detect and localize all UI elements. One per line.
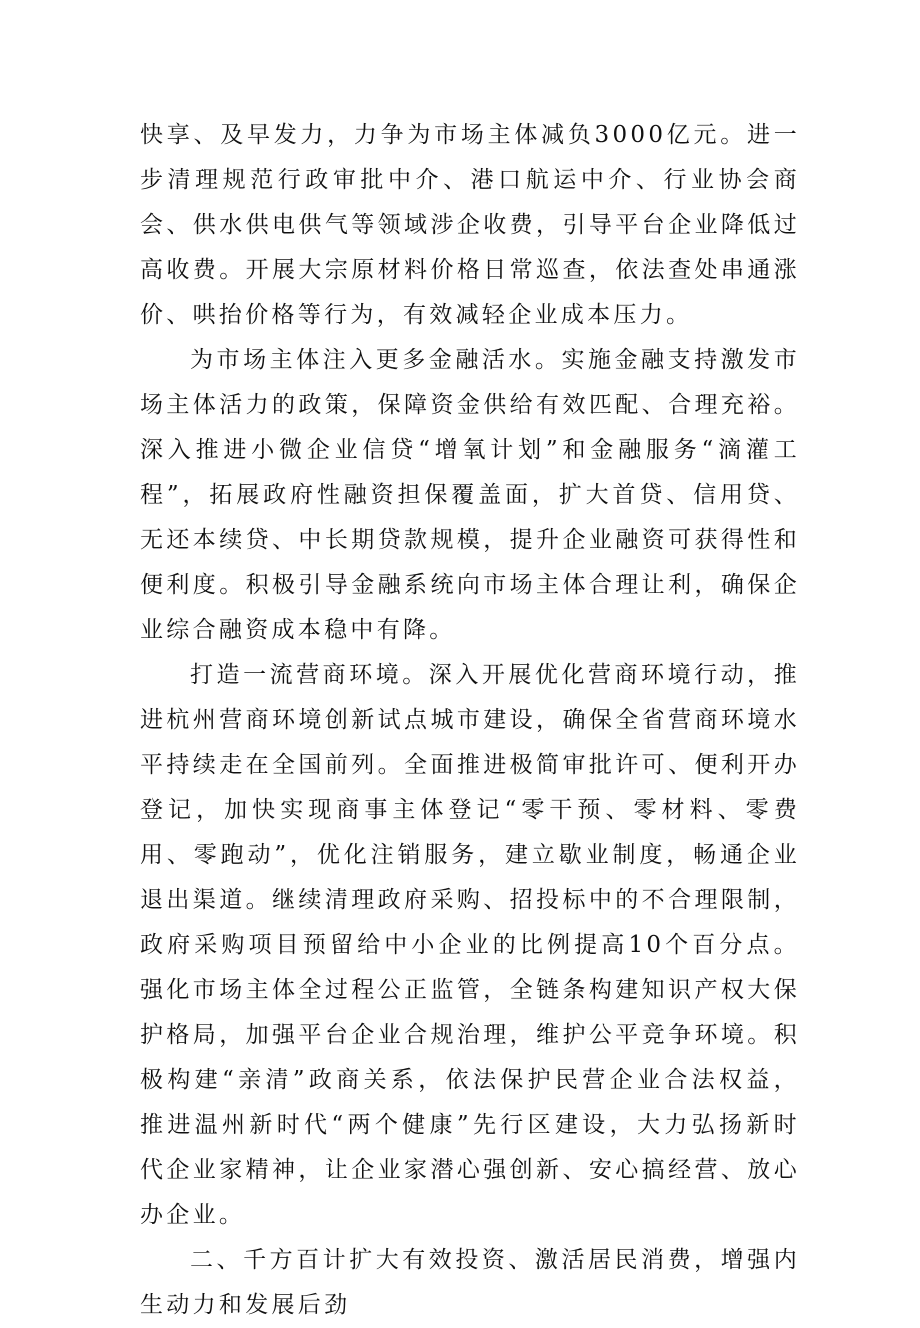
paragraph-business-environment: 打造一流营商环境。深入开展优化营商环境行动，推进杭州营商环境创新试点城市建设，确保全省营商环境水平持续走在全国前列。全面推进极简审批许可、便利开办登记，加快实现商事主体登记“零干预、零材料、零费用、零跑动”，优化注销服务，建立歇业制度，畅通企业退出渠道。继续清理政府采购、招投标中的不合理限制，政府采购项目预留给中小企业的比例提高10个百分点。强化市场主体全过程公正监管，全链条构建知识产权大保护格局，加强平台企业合规治理，维护公平竞争环境。积极构建“亲清”政商关系，依法保护民营企业合法权益，推进温州新时代“两个健康”先行区建设，大力弘扬新时代企业家精神，让企业家潜心强创新、安心搞经营、放心办企业。 — [140, 662, 800, 1228]
paragraph-finance: 为市场主体注入更多金融活水。实施金融支持激发市场主体活力的政策，保障资金供给有效匹配、合理充裕。深入推进小微企业信贷“增氧计划”和金融服务“滴灌工程”，拓展政府性融资担保覆盖面，扩大首贷、信用贷、无还本续贷、中长期贷款规模，提升企业融资可获得性和便利度。积极引导金融系统向市场主体合理让利，确保企业综合融资成本稳中有降。 — [140, 347, 800, 643]
document-body — [140, 113, 800, 1328]
section-heading-investment: 二、千方百计扩大有效投资、激活居民消费，增强内生动力和发展后劲 — [140, 1247, 800, 1318]
paragraph-tax-relief: 快享、及早发力，力争为市场主体减负3000亿元。进一步清理规范行政审批中介、港口航运中介、行业协会商会、供水供电供气等领域涉企收费，引导平台企业降低过高收费。开展大宗原材料价格日常巡查，依法查处串通涨价、哄抬价格等行为，有效减轻企业成本压力。 — [140, 122, 800, 328]
